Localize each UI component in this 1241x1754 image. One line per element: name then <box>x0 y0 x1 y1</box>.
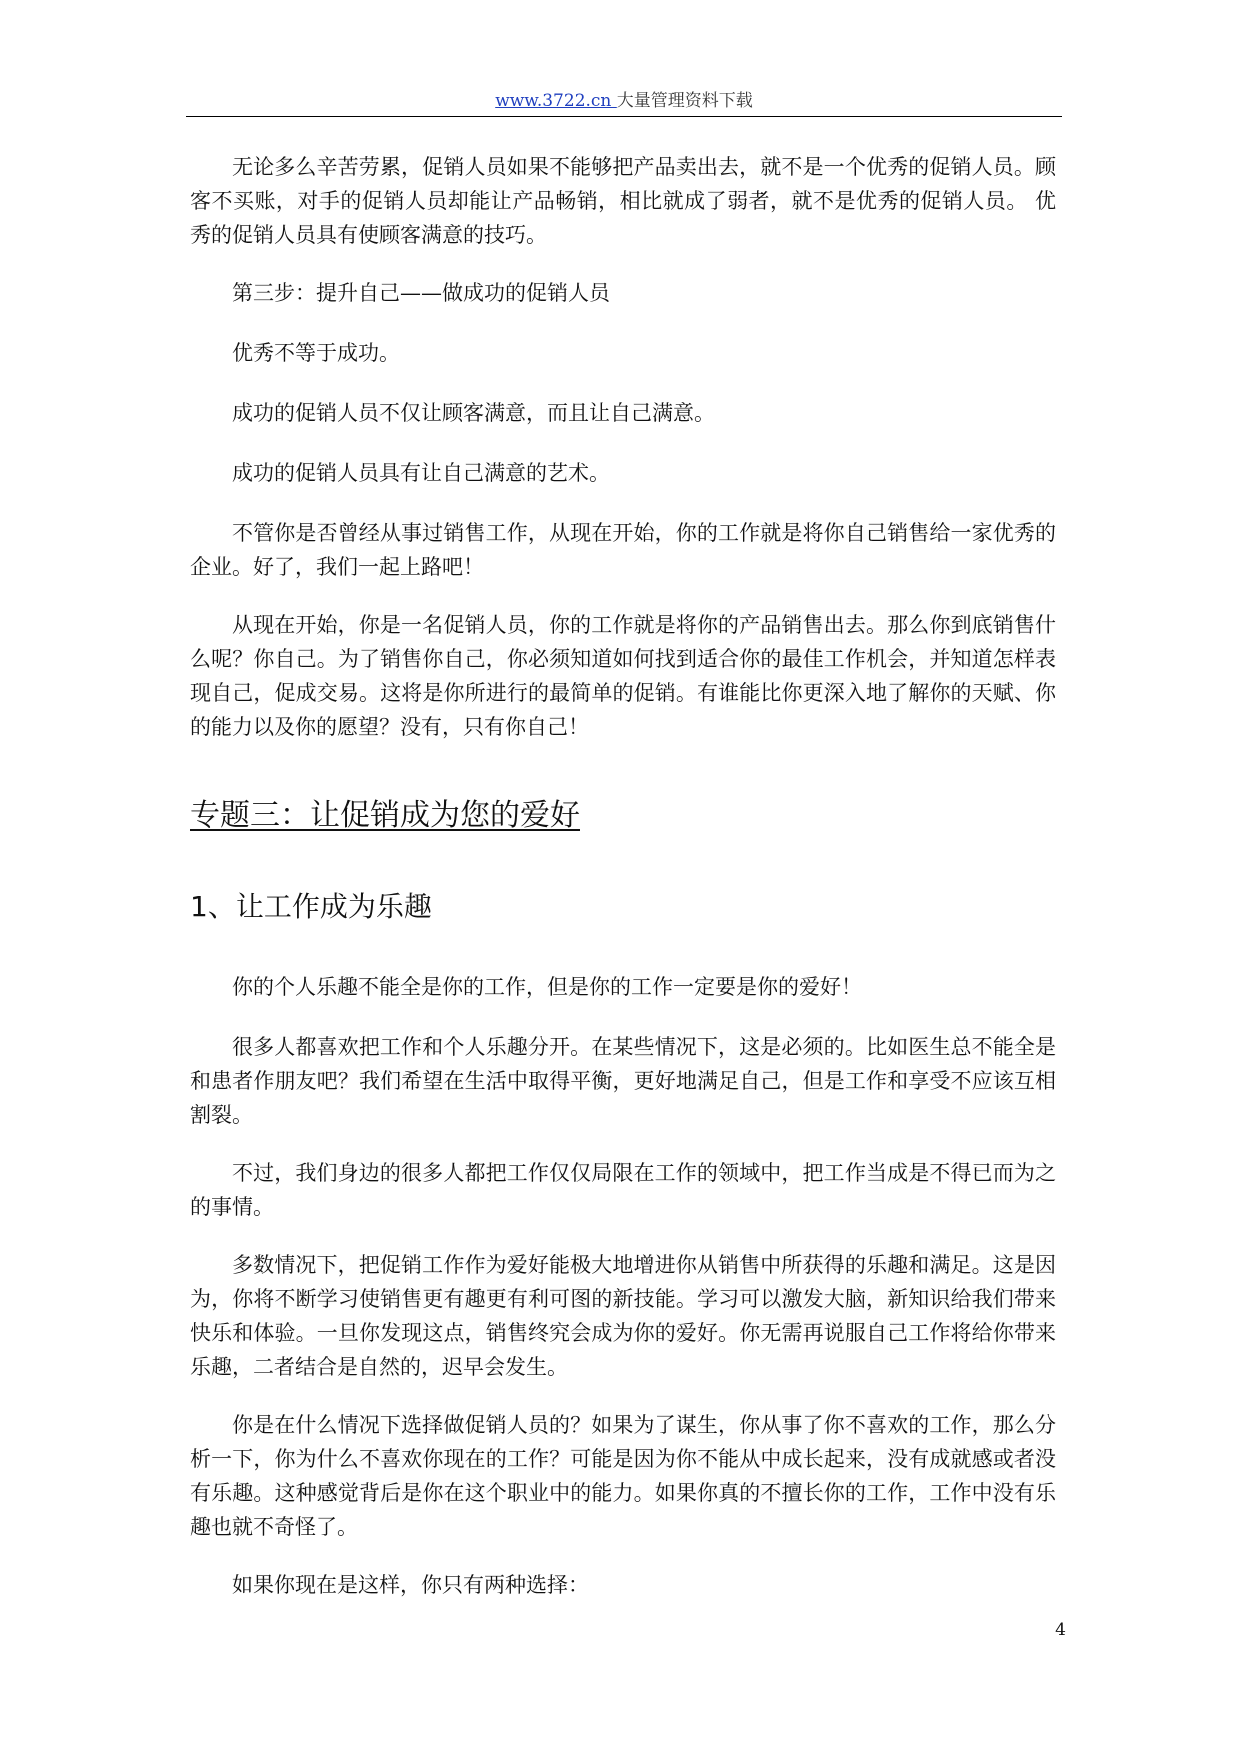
paragraph: 成功的促销人员不仅让顾客满意，而且让自己满意。 <box>232 401 715 425</box>
paragraph: 如果你现在是这样，你只有两种选择： <box>232 1573 589 1597</box>
paragraph: 无论多么辛苦劳累，促销人员如果不能够把产品卖出去，就不是一个优秀的促销人员。顾客不买账，对手的促销人员却能让产品畅销，相比就成了弱者，就不是优秀的促销人员。 优秀的促销人员具有使顾客满意的技巧。 <box>190 155 1056 247</box>
topic-heading: 专题三：让促销成为您的爱好 <box>190 798 580 833</box>
paragraph: 你是在什么情况下选择做促销人员的？如果为了谋生，你从事了你不喜欢的工作，那么分析一下，你为什么不喜欢你现在的工作？可能是因为你不能从中成长起来，没有成就感或者没有乐趣。这种感觉背后是你在这个职业中的能力。如果你真的不擅长你的工作，工作中没有乐趣也就不奇怪了。 <box>190 1413 1056 1539</box>
paragraph: 成功的促销人员具有让自己满意的艺术。 <box>232 461 610 485</box>
header-link[interactable]: www.3722.cn <box>495 91 617 111</box>
paragraph: 优秀不等于成功。 <box>232 341 400 365</box>
header-divider <box>186 116 1062 117</box>
section-heading: 1、让工作成为乐趣 <box>190 890 432 923</box>
page-number: 4 <box>1055 1620 1066 1640</box>
page-header <box>186 88 1062 114</box>
header-title: 大量管理资料下载 <box>616 91 753 111</box>
paragraph: 第三步：提升自己——做成功的促销人员 <box>232 281 610 305</box>
paragraph: 不过，我们身边的很多人都把工作仅仅局限在工作的领域中，把工作当成是不得已而为之的事情。 <box>190 1161 1056 1219</box>
paragraph: 从现在开始，你是一名促销人员，你的工作就是将你的产品销售出去。那么你到底销售什么呢？你自己。为了销售你自己，你必须知道如何找到适合你的最佳工作机会，并知道怎样表现自己，促成交易。这将是你所进行的最简单的促销。有谁能比你更深入地了解你的天赋、你的能力以及你的愿望？没有，只有你自己！ <box>190 613 1056 739</box>
document-body <box>190 150 1056 1626</box>
paragraph: 你的个人乐趣不能全是你的工作，但是你的工作一定要是你的爱好！ <box>232 975 862 999</box>
paragraph: 不管你是否曾经从事过销售工作，从现在开始，你的工作就是将你自己销售给一家优秀的企业。好了，我们一起上路吧！ <box>190 521 1056 579</box>
paragraph: 多数情况下，把促销工作作为爱好能极大地增进你从销售中所获得的乐趣和满足。这是因为，你将不断学习使销售更有趣更有利可图的新技能。学习可以激发大脑，新知识给我们带来快乐和体验。一旦你发现这点，销售终究会成为你的爱好。你无需再说服自己工作将给你带来乐趣，二者结合是自然的，迟早会发生。 <box>190 1253 1056 1379</box>
paragraph: 很多人都喜欢把工作和个人乐趣分开。在某些情况下，这是必须的。比如医生总不能全是和患者作朋友吧？我们希望在生活中取得平衡，更好地满足自己，但是工作和享受不应该互相割裂。 <box>190 1035 1056 1127</box>
